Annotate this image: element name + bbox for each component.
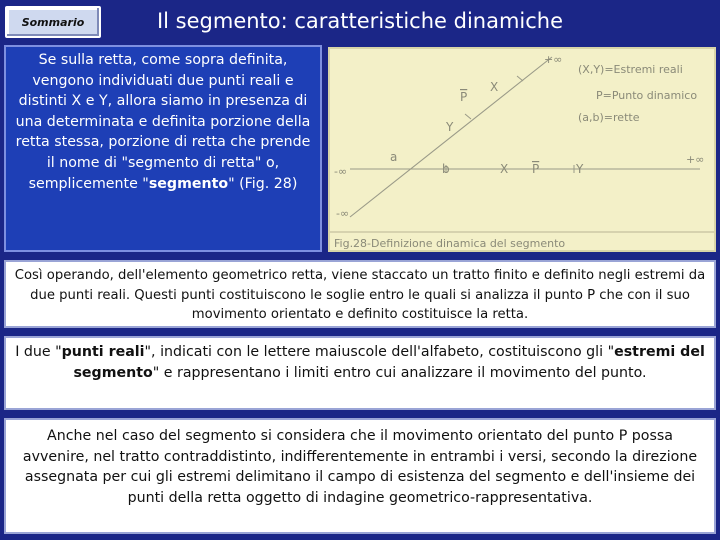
summary-button[interactable]: Sommario bbox=[5, 6, 101, 38]
label-b: b bbox=[442, 162, 450, 176]
tick-x-top bbox=[465, 114, 471, 119]
figure-caption: Fig.28-Definizione dinamica del segmento bbox=[334, 237, 566, 250]
paragraph-3-emphasis-2: estremi del segmento bbox=[73, 344, 705, 381]
legend-dynamic-point: P=Punto dinamico bbox=[596, 89, 698, 102]
label-x-top: X bbox=[490, 80, 499, 94]
intro-text: Se sulla retta, come sopra definita, vengono individuati due punti reali e distinti X e Y, allora siamo in presenza di una determinata e definita porzione della retta stessa, porzione di retta che prende il nome di "segmento di retta" o, semplicemente " bbox=[15, 52, 311, 192]
figure-28 bbox=[328, 47, 716, 252]
label-a: a bbox=[390, 150, 398, 164]
line-a bbox=[350, 57, 552, 217]
intro-text-end: " (Fig. 28) bbox=[228, 175, 298, 192]
legend-extremes: (X,Y)=Estremi reali bbox=[578, 63, 683, 76]
legend-lines: (a,b)=rette bbox=[578, 111, 640, 124]
label-inf-top: +∞ bbox=[544, 53, 563, 66]
paragraph-3-text-1: I due " bbox=[15, 344, 62, 360]
label-y-bottom: Y bbox=[576, 162, 584, 176]
label-p-top: P bbox=[460, 90, 468, 104]
intro-box bbox=[4, 45, 322, 252]
label-p-bottom: P bbox=[532, 162, 540, 176]
figure-diagram bbox=[330, 49, 714, 250]
paragraph-direction bbox=[4, 418, 716, 534]
paragraph-4-text: Anche nel caso del segmento si considera che il movimento orientato del punto P possa avvenire, nel tratto contraddistinto, indifferentemente in entrambi i versi, secondo la direzione assegnata per cui gli estremi delimitano il campo di esistenza del segmento e dell'insieme dei punti della retta oggetto di indagine geometrico-rappresentativa. bbox=[22, 428, 698, 506]
label-inf-left: -∞ bbox=[334, 165, 348, 178]
label-inf-bottom: -∞ bbox=[336, 207, 350, 220]
paragraph-3-text-3: " e rappresentano i limiti entro cui analizzare il movimento del punto. bbox=[152, 364, 647, 381]
paragraph-extraction bbox=[4, 260, 716, 328]
label-y-top: Y bbox=[446, 120, 454, 134]
paragraph-endpoints bbox=[4, 336, 716, 410]
label-x-bottom: X bbox=[500, 162, 509, 176]
page-title: Il segmento: caratteristiche dinamiche bbox=[156, 9, 564, 33]
paragraph-3-emphasis-1: punti reali bbox=[61, 344, 145, 360]
paragraph-3-text-2: ", indicati con le lettere maiuscole dell'alfabeto, costituiscono gli " bbox=[144, 344, 615, 360]
intro-emphasis: segmento bbox=[148, 175, 229, 192]
tick-y-top bbox=[517, 76, 523, 81]
label-inf-right: +∞ bbox=[686, 153, 705, 166]
paragraph-2-text: Così operando, dell'elemento geometrico retta, viene staccato un tratto finito e definito negli estremi da due punti reali. Questi punti costituiscono le soglie entro le quali si analizza il punto P che con il suo movimento orientato e definito costituisce la retta. bbox=[14, 268, 706, 322]
